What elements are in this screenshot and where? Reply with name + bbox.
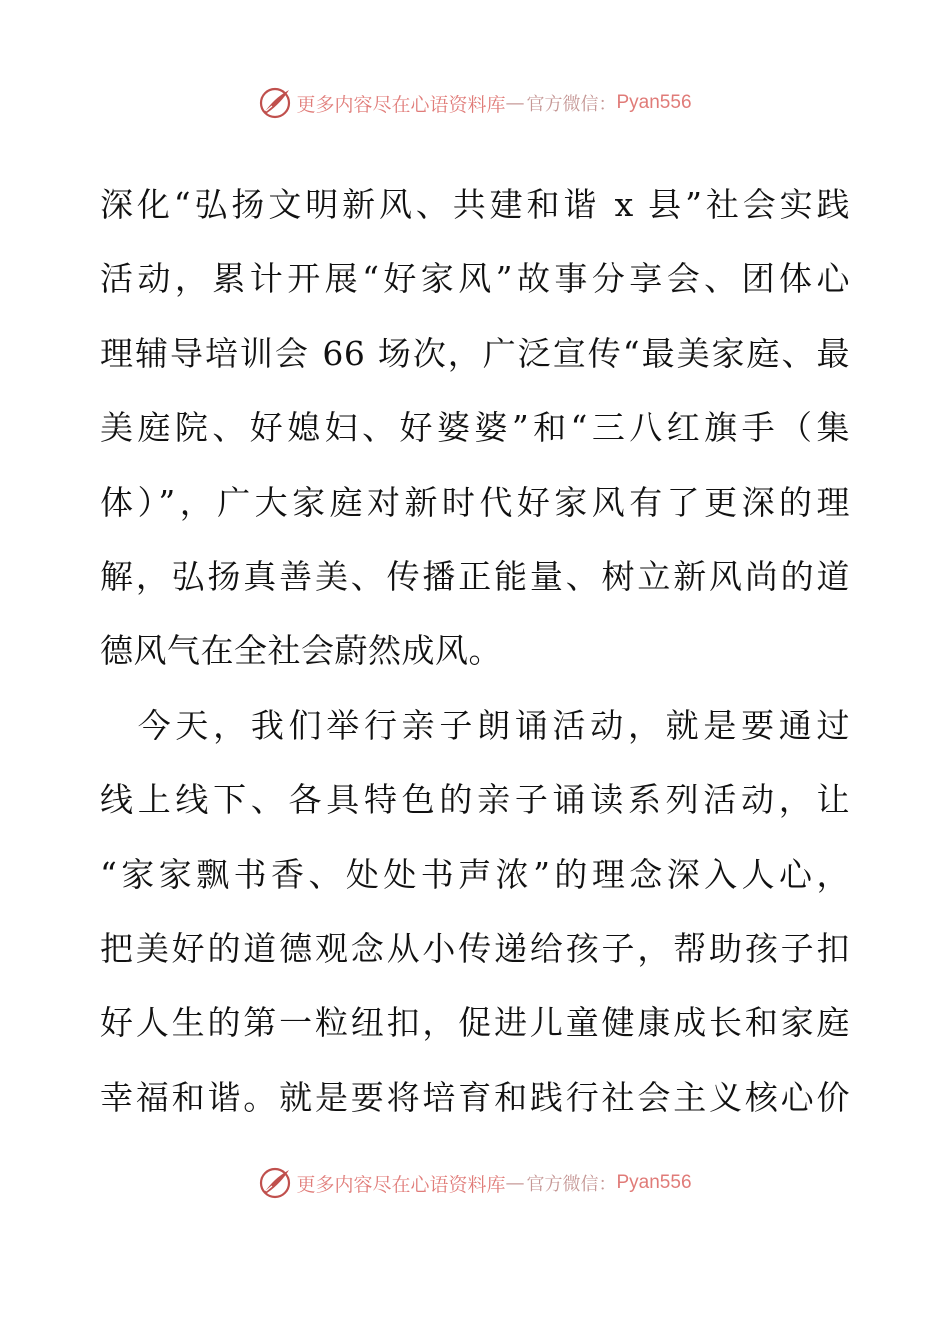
text-line: 把美好的道德观念从小传递给孩子，帮助孩子扣 (100, 928, 850, 968)
text-line: 幸福和谐。就是要将培育和践行社会主义核心价 (100, 1077, 850, 1117)
footer-watermark (0, 1163, 950, 1203)
header-watermark (0, 83, 950, 123)
text-line: 体）”，广大家庭对新时代好家风有了更深的理 (100, 482, 850, 522)
text-line: 理辅导培训会 66 场次，广泛宣传“最美家庭、最 (100, 333, 850, 373)
text-line: 解，弘扬真善美、传播正能量、树立新风尚的道 (100, 556, 850, 596)
text-line: 线上线下、各具特色的亲子诵读系列活动，让 (100, 780, 850, 820)
header-brand-text: 更多内容尽在心语资料库 (296, 93, 506, 116)
document-body (100, 168, 850, 1135)
quill-logo-icon (258, 86, 292, 120)
footer-dash: — (505, 1172, 525, 1194)
text-line: 美庭院、好媳妇、好婆婆”和“三八红旗手（集 (100, 408, 850, 448)
text-line: 好人生的第一粒纽扣，促进儿童健康成长和家庭 (100, 1003, 850, 1043)
footer-brand-text: 更多内容尽在心语资料库 (296, 1173, 506, 1196)
text-line: “家家飘书香、处处书声浓”的理念深入人心， (100, 854, 850, 894)
footer-wechat-id: Pyan556 (616, 1172, 692, 1193)
header-dash: — (505, 92, 525, 114)
quill-logo-icon (258, 1166, 292, 1200)
footer-wechat-label: 官方微信： (526, 1174, 617, 1195)
text-line: 今天，我们举行亲子朗诵活动，就是要通过 (100, 705, 850, 745)
header-wechat-id: Pyan556 (616, 92, 692, 113)
text-line: 深化“弘扬文明新风、共建和谐 x 县”社会实践 (100, 185, 850, 224)
text-line: 德风气在全社会蔚然成风。 (100, 631, 502, 671)
header-wechat-label: 官方微信： (526, 94, 617, 115)
text-line: 活动，累计开展“好家风”故事分享会、团体心 (100, 259, 850, 299)
